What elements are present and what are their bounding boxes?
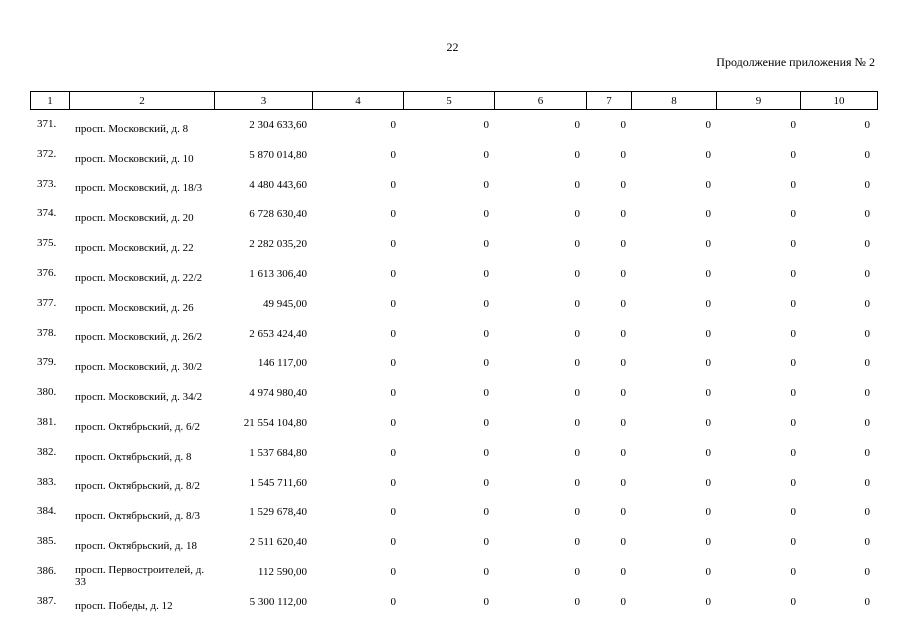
row-address: просп. Московский, д. 34/2 <box>75 391 203 404</box>
row-number: 373. <box>37 177 57 190</box>
row-address: просп. Первостроителей, д. 33 <box>75 563 205 588</box>
row-value: 0 <box>390 267 396 280</box>
row-value: 0 <box>483 267 489 280</box>
row-number: 383. <box>37 475 57 488</box>
row-value: 0 <box>705 267 711 280</box>
row-address: просп. Победы, д. 12 <box>75 599 173 612</box>
table-row <box>30 472 877 502</box>
table-row <box>30 591 877 621</box>
row-value: 0 <box>483 595 489 608</box>
row-value: 0 <box>483 416 489 429</box>
row-value: 0 <box>390 178 396 191</box>
row-value: 0 <box>620 506 626 519</box>
row-value: 0 <box>483 446 489 459</box>
row-value: 0 <box>705 148 711 161</box>
row-value: 0 <box>483 238 489 251</box>
row-address: просп. Октябрьский, д. 8 <box>75 450 192 463</box>
row-value: 0 <box>790 208 796 221</box>
row-address: просп. Октябрьский, д. 8/2 <box>75 480 201 493</box>
row-value: 0 <box>620 387 626 400</box>
row-sum: 4 480 443,60 <box>249 178 307 191</box>
row-sum: 4 974 980,40 <box>249 387 307 400</box>
row-address: просп. Московский, д. 30/2 <box>75 361 203 374</box>
row-value: 0 <box>483 208 489 221</box>
row-value: 0 <box>574 267 580 280</box>
table-body <box>30 114 877 621</box>
row-value: 0 <box>390 565 396 578</box>
row-value: 0 <box>790 267 796 280</box>
row-value: 0 <box>790 119 796 131</box>
row-value: 0 <box>574 208 580 221</box>
table-row <box>30 323 877 353</box>
row-value: 0 <box>620 357 626 370</box>
row-value: 0 <box>705 297 711 310</box>
row-value: 0 <box>864 238 870 251</box>
row-value: 0 <box>574 238 580 251</box>
row-address: просп. Октябрьский, д. 8/3 <box>75 510 201 523</box>
row-value: 0 <box>790 416 796 429</box>
row-number: 374. <box>37 207 57 220</box>
row-number: 371. <box>37 118 57 130</box>
row-value: 0 <box>620 536 626 549</box>
row-value: 0 <box>620 267 626 280</box>
row-value: 0 <box>705 238 711 251</box>
row-value: 0 <box>390 506 396 519</box>
row-sum: 6 728 630,40 <box>249 208 307 221</box>
row-address: просп. Октябрьский, д. 6/2 <box>75 420 201 433</box>
row-value: 0 <box>574 327 580 340</box>
row-value: 0 <box>390 119 396 131</box>
row-value: 0 <box>390 416 396 429</box>
row-value: 0 <box>390 476 396 489</box>
row-number: 381. <box>37 415 57 428</box>
row-value: 0 <box>705 416 711 429</box>
row-value: 0 <box>864 148 870 161</box>
row-value: 0 <box>574 476 580 489</box>
row-address: просп. Московский, д. 22/2 <box>75 271 203 284</box>
row-value: 0 <box>790 178 796 191</box>
row-address: просп. Московский, д. 18/3 <box>75 182 203 195</box>
row-value: 0 <box>574 446 580 459</box>
row-value: 0 <box>483 148 489 161</box>
row-value: 0 <box>574 148 580 161</box>
row-sum: 2 282 035,20 <box>249 238 307 251</box>
row-address: просп. Московский, д. 26 <box>75 301 194 314</box>
row-value: 0 <box>864 267 870 280</box>
row-value: 0 <box>390 238 396 251</box>
row-address: просп. Московский, д. 10 <box>75 152 194 165</box>
row-number: 384. <box>37 505 57 518</box>
row-value: 0 <box>483 357 489 370</box>
row-value: 0 <box>483 506 489 519</box>
row-value: 0 <box>705 357 711 370</box>
row-value: 0 <box>574 536 580 549</box>
column-header: 7 <box>587 92 632 110</box>
row-address: просп. Московский, д. 22 <box>75 242 194 255</box>
row-value: 0 <box>390 446 396 459</box>
row-number: 378. <box>37 326 57 339</box>
table-row <box>30 174 877 204</box>
row-value: 0 <box>390 148 396 161</box>
row-sum: 1 613 306,40 <box>249 267 307 280</box>
row-value: 0 <box>705 536 711 549</box>
row-value: 0 <box>483 327 489 340</box>
row-value: 0 <box>705 476 711 489</box>
row-value: 0 <box>705 506 711 519</box>
row-value: 0 <box>483 536 489 549</box>
row-value: 0 <box>620 565 626 578</box>
table-row <box>30 561 877 591</box>
table-row <box>30 501 877 531</box>
row-value: 0 <box>483 297 489 310</box>
row-value: 0 <box>620 178 626 191</box>
row-value: 0 <box>864 416 870 429</box>
column-header: 8 <box>632 92 717 110</box>
row-value: 0 <box>705 387 711 400</box>
column-header: 2 <box>70 92 215 110</box>
row-value: 0 <box>620 327 626 340</box>
table-row <box>30 442 877 472</box>
column-header-row <box>31 92 878 110</box>
row-number: 386. <box>37 564 57 577</box>
row-value: 0 <box>705 178 711 191</box>
row-value: 0 <box>790 327 796 340</box>
row-value: 0 <box>620 208 626 221</box>
row-value: 0 <box>390 357 396 370</box>
row-value: 0 <box>790 595 796 608</box>
row-value: 0 <box>864 208 870 221</box>
row-value: 0 <box>620 416 626 429</box>
row-value: 0 <box>483 119 489 131</box>
column-header: 5 <box>404 92 495 110</box>
row-sum: 1 529 678,40 <box>249 506 307 519</box>
row-sum: 2 511 620,40 <box>249 536 307 549</box>
row-value: 0 <box>864 119 870 131</box>
row-value: 0 <box>390 387 396 400</box>
row-value: 0 <box>620 446 626 459</box>
row-number: 385. <box>37 535 57 548</box>
row-sum: 5 870 014,80 <box>249 148 307 161</box>
row-value: 0 <box>574 506 580 519</box>
row-value: 0 <box>390 297 396 310</box>
row-value: 0 <box>705 119 711 131</box>
row-value: 0 <box>574 387 580 400</box>
table-row <box>30 382 877 412</box>
row-value: 0 <box>574 416 580 429</box>
row-sum: 146 117,00 <box>257 357 307 370</box>
row-value: 0 <box>483 476 489 489</box>
row-sum: 5 300 112,00 <box>249 595 307 608</box>
row-address: просп. Московский, д. 20 <box>75 212 194 225</box>
row-value: 0 <box>790 357 796 370</box>
row-value: 0 <box>390 536 396 549</box>
row-value: 0 <box>620 595 626 608</box>
row-number: 387. <box>37 594 57 607</box>
row-value: 0 <box>574 357 580 370</box>
row-value: 0 <box>705 327 711 340</box>
table-row <box>30 412 877 442</box>
column-header: 3 <box>215 92 313 110</box>
row-sum: 1 537 684,80 <box>249 446 307 459</box>
row-value: 0 <box>390 327 396 340</box>
row-value: 0 <box>790 506 796 519</box>
row-value: 0 <box>705 446 711 459</box>
table-row <box>30 293 877 323</box>
row-value: 0 <box>864 595 870 608</box>
row-value: 0 <box>864 476 870 489</box>
row-value: 0 <box>483 387 489 400</box>
row-number: 382. <box>37 445 57 458</box>
row-sum: 21 554 104,80 <box>243 416 307 429</box>
row-value: 0 <box>705 565 711 578</box>
row-value: 0 <box>790 238 796 251</box>
row-value: 0 <box>790 446 796 459</box>
row-sum: 112 590,00 <box>257 565 307 578</box>
row-value: 0 <box>574 119 580 131</box>
row-sum: 1 545 711,60 <box>249 476 307 489</box>
table-row <box>30 114 877 144</box>
row-value: 0 <box>864 536 870 549</box>
row-number: 376. <box>37 266 57 279</box>
row-value: 0 <box>483 565 489 578</box>
row-address: просп. Октябрьский, д. 18 <box>75 540 198 553</box>
row-value: 0 <box>864 297 870 310</box>
row-value: 0 <box>620 119 626 131</box>
row-value: 0 <box>864 446 870 459</box>
row-number: 375. <box>37 237 57 250</box>
row-address: просп. Московский, д. 26/2 <box>75 331 203 344</box>
column-header: 10 <box>801 92 878 110</box>
row-number: 377. <box>37 296 57 309</box>
row-value: 0 <box>705 595 711 608</box>
column-header: 6 <box>495 92 587 110</box>
row-value: 0 <box>790 536 796 549</box>
table-row <box>30 144 877 174</box>
row-number: 380. <box>37 386 57 399</box>
row-value: 0 <box>620 238 626 251</box>
row-value: 0 <box>864 565 870 578</box>
table-row <box>30 352 877 382</box>
row-number: 372. <box>37 147 57 160</box>
row-value: 0 <box>790 565 796 578</box>
row-value: 0 <box>483 178 489 191</box>
column-header: 1 <box>31 92 70 110</box>
row-sum: 2 304 633,60 <box>249 119 307 131</box>
row-value: 0 <box>790 297 796 310</box>
row-sum: 49 945,00 <box>263 297 307 310</box>
row-value: 0 <box>864 387 870 400</box>
column-header: 9 <box>717 92 801 110</box>
table-row <box>30 233 877 263</box>
row-sum: 2 653 424,40 <box>249 327 307 340</box>
row-value: 0 <box>864 178 870 191</box>
row-value: 0 <box>705 208 711 221</box>
column-header-table <box>30 91 878 110</box>
row-value: 0 <box>390 595 396 608</box>
row-value: 0 <box>790 476 796 489</box>
row-value: 0 <box>574 595 580 608</box>
table-row <box>30 263 877 293</box>
row-value: 0 <box>790 387 796 400</box>
row-value: 0 <box>864 327 870 340</box>
row-value: 0 <box>864 357 870 370</box>
table-row <box>30 203 877 233</box>
page-number: 22 <box>446 40 459 54</box>
row-value: 0 <box>790 148 796 161</box>
row-value: 0 <box>864 506 870 519</box>
row-value: 0 <box>620 476 626 489</box>
row-value: 0 <box>390 208 396 221</box>
table-row <box>30 531 877 561</box>
row-value: 0 <box>574 297 580 310</box>
row-number: 379. <box>37 356 57 369</box>
row-address: просп. Московский, д. 8 <box>75 122 189 135</box>
column-header: 4 <box>313 92 404 110</box>
row-value: 0 <box>574 178 580 191</box>
row-value: 0 <box>620 297 626 310</box>
row-value: 0 <box>574 565 580 578</box>
row-value: 0 <box>620 148 626 161</box>
appendix-label: Продолжение приложения № 2 <box>716 55 875 69</box>
